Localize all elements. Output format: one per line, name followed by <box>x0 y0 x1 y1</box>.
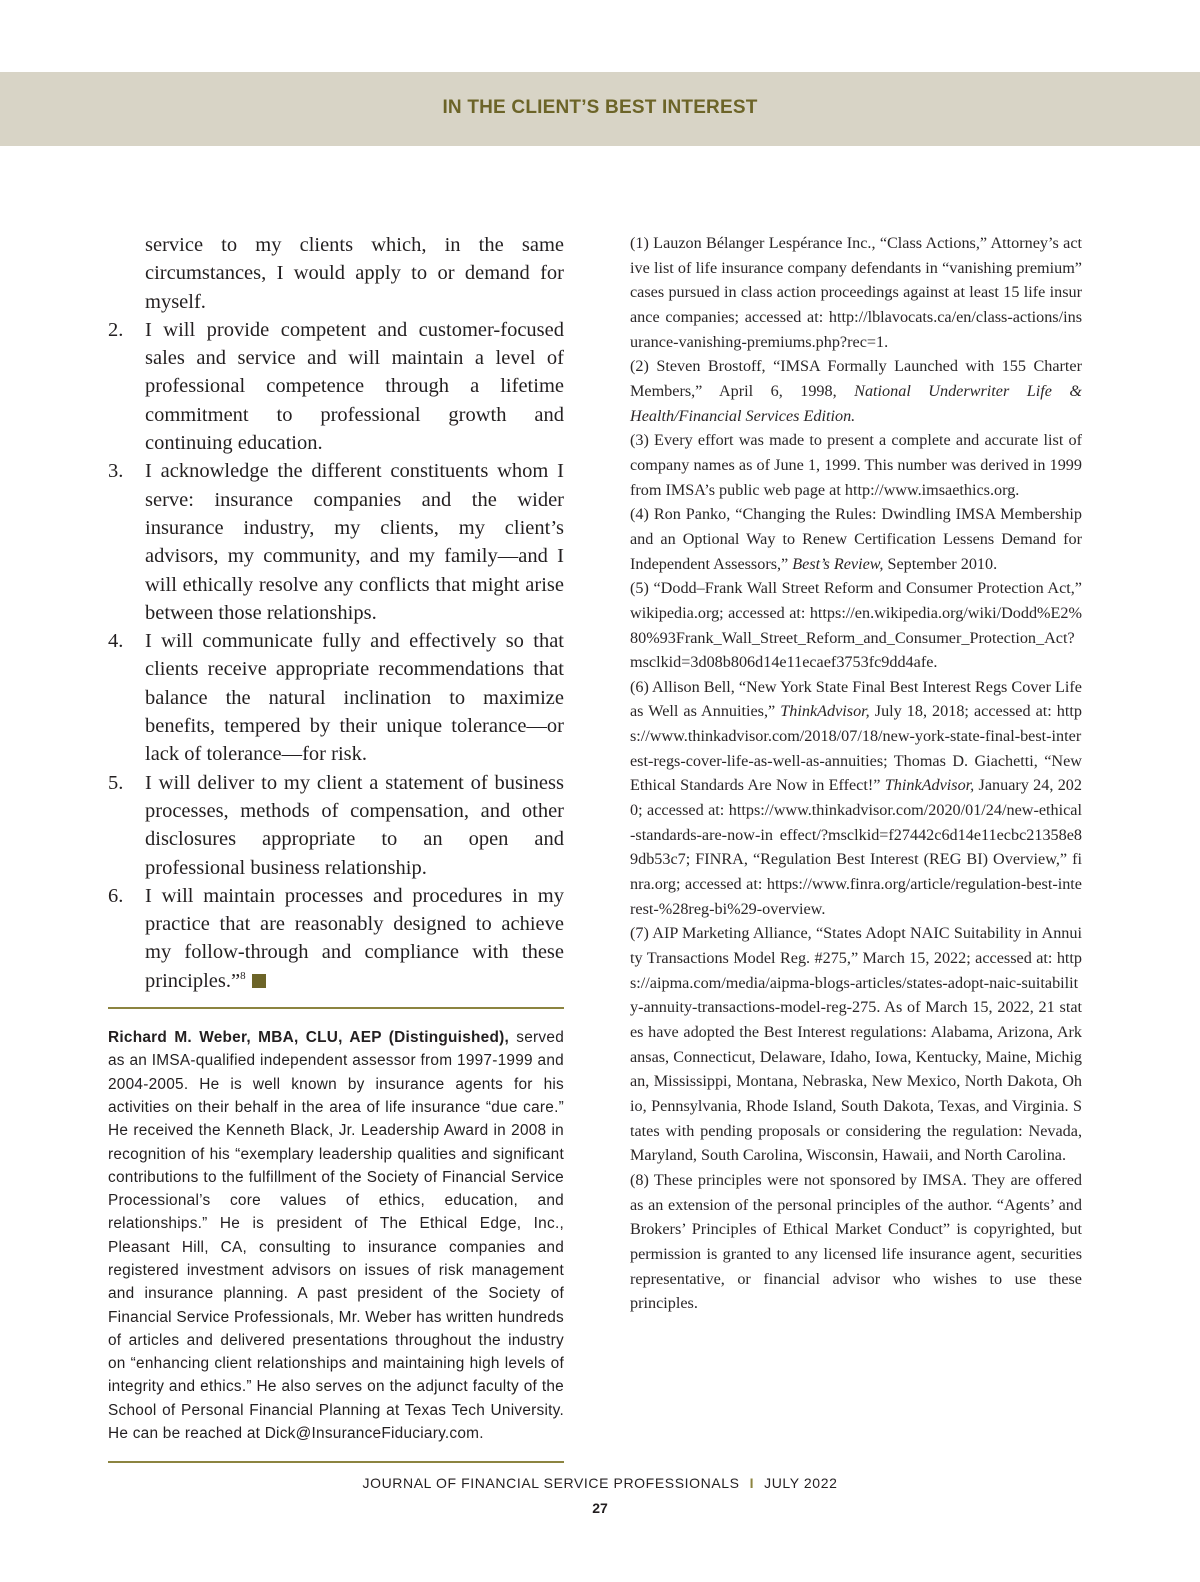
reference-text: (4) Ron Panko, “Changing the Rules: Dwindling IMSA Membership and an Optional Way to Renew Certification Lessens Demand for Independent Assessors,” <box>630 505 1082 573</box>
bio-top-rule <box>108 1007 564 1009</box>
principles-list <box>108 316 564 995</box>
principle-item <box>108 882 564 995</box>
references-column <box>630 231 1082 1316</box>
reference-item <box>630 231 1082 354</box>
principle-text: I will maintain processes and procedures in my practice that are reasonably designed to achieve my follow-through and compliance with these principles.” <box>145 884 564 992</box>
reference-text: (3) Every effort was made to present a complete and accurate list of company names as of June 1, 1999. This number was derived in 1999 from IMSA’s public web page at http://www.imsaethics.org. <box>630 431 1082 499</box>
reference-source-title: National Underwriter Life & Health/Financial Services Edition. <box>630 381 1082 425</box>
page-number: 27 <box>592 1500 608 1516</box>
reference-text-tail: September 2010. <box>883 554 998 573</box>
principle-number: 4. <box>108 630 124 653</box>
author-bio-text: served as an IMSA-qualified independent assessor from 1997-1999 and 2004-2005. He is well known by insurance agents for his activities on their behalf in the area of life insurance “due care.” He received the Kenneth Black, Jr. Leadership Award in 2008 in recognition of his “exemplary leadership qualities and significant contributions to the fulfillment of the Society of Financial Service Processional’s core values of ethics, education, and relationships.” He is president of The Ethical Edge, Inc., Pleasant Hill, CA, consulting to insurance companies and registered investment advisors on issues of risk management and insurance planning. A past president of the Society of Financial Service Professionals, Mr. Weber has written hundreds of articles and delivered presentations throughout the industry on “enhancing client relationships and maintaining high levels of integrity and ethics.” He also serves on the adjunct faculty of the School of Personal Financial Planning at Texas Tech University. He can be reached at Dick@InsuranceFiduciary.com. <box>108 1029 565 1443</box>
reference-text-tail: January 24, 2020; accessed at: https://www.thinkadvisor.com/2020/01/24/new-ethical-standards-are-now-in effect/?msclkid=f27442c6d14e11ecbc21358e89db53c7; FINRA, “Regulation Best Interest (REG BI) Overview,” finra.org; accessed at: https://www.finra.org/article/regulation-best-interest-%28reg-bi%29-overview. <box>630 776 1082 918</box>
author-name: Richard M. Weber, MBA, CLU, AEP (Distinguished), <box>108 1029 510 1047</box>
reference-source-title: ThinkAdvisor, <box>884 776 975 795</box>
principle-number: 5. <box>108 771 124 794</box>
issue-date: JULY 2022 <box>764 1475 838 1491</box>
footer-separator: I <box>749 1475 755 1491</box>
principle-number: 6. <box>108 884 124 907</box>
reference-text: (2) Steven Brostoff, “IMSA Formally Launched with 155 Charter Members,” April 6, 1998, <box>630 357 1082 400</box>
principle-text: I will provide competent and customer-focused sales and service and will maintain a level of professional competence through a lifetime commitment to professional growth and continuing education. <box>145 318 564 455</box>
end-of-article-mark <box>252 974 266 988</box>
reference-item <box>630 1168 1082 1316</box>
reference-text: (5) “Dodd–Frank Wall Street Reform and Consumer Protection Act,” wikipedia.org; accessed at: https://en.wikipedia.org/wiki/Dodd%E2%80%93Frank_Wall_Street_Reform_and_Consumer_Protection_Act?msclkid=3d08b806d14e11ecaef3753fc9dd4afe. <box>630 579 1082 672</box>
reference-item <box>630 354 1082 428</box>
reference-item <box>630 576 1082 675</box>
footnote-ref[interactable]: 8 <box>240 969 246 982</box>
reference-item <box>630 675 1082 922</box>
reference-text: (8) These principles were not sponsored by IMSA. They are offered as an extension of the personal principles of the author. “Agents’ and Brokers’ Principles of Ethical Market Conduct” is copyrighted, but permission is granted to any licensed life insurance agent, securities representative, or financial advisor who wishes to use these principles. <box>630 1170 1082 1313</box>
author-bio <box>108 1026 564 1445</box>
bio-bottom-rule <box>108 1461 564 1463</box>
principle-item <box>108 769 564 882</box>
principle-number: 2. <box>108 318 124 341</box>
reference-item <box>630 921 1082 1168</box>
reference-text-tail: July 18, 2018; accessed at: https://www.thinkadvisor.com/2018/07/18/new-york-state-final-best-interest-regs-cover-life-as-well-as-annuities; Thomas D. Giachetti, “New Ethical Standards Are Now in Effect!” <box>630 702 1082 795</box>
principle-continuation: service to my clients which, in the same circumstances, I would apply to or demand for myself. <box>145 234 564 313</box>
reference-text: (1) Lauzon Bélanger Lespérance Inc., “Class Actions,” Attorney’s active list of life insurance company defendants in “vanishing premium” cases pursued in class action proceedings against at least 15 life insurance companies; accessed at: http://lblavocats.ca/en/class-actions/insurance-vanishing-premiums.php?rec=1. <box>630 234 1082 351</box>
journal-name: JOURNAL OF FINANCIAL SERVICE PROFESSIONALS <box>362 1475 740 1491</box>
running-header-title: IN THE CLIENT’S BEST INTEREST <box>442 97 758 118</box>
principle-item <box>108 627 564 768</box>
reference-text: (6) Allison Bell, “New York State Final Best Interest Regs Cover Life as Well as Annuities,” <box>630 677 1082 721</box>
principle-text: I will communicate fully and effectively so that clients receive appropriate recommendations that balance the natural inclination to maximize benefits, tempered by their unique tolerance—or lack of tolerance—for risk. <box>145 630 564 766</box>
reference-text: (7) AIP Marketing Alliance, “States Adopt NAIC Suitability in Annuity Transactions Model Reg. #275,” March 15, 2022; accessed at: https://aipma.com/media/aipma-blogs-articles/states-adopt-naic-suitability-annuity-transactions-model-reg-275. As of March 15, 2022, 21 states have adopted the Best Interest regulations: Alabama, Arizona, Arkansas, Connecticut, Delaware, Idaho, Iowa, Kentucky, Maine, Michigan, Mississippi, Montana, Nebraska, New Mexico, North Dakota, Ohio, Pennsylvania, Rhode Island, South Dakota, Texas, and Virginia. States with pending proposals or considering the regulation: Nevada, Maryland, South Carolina, Wisconsin, Hawaii, and North Carolina. <box>630 924 1082 1165</box>
principle-number: 3. <box>108 460 124 483</box>
reference-source-title: Best’s Review, <box>792 554 884 573</box>
reference-source-title: ThinkAdvisor, <box>780 702 870 721</box>
reference-item <box>630 428 1082 502</box>
footer-journal-line <box>0 1475 1200 1491</box>
reference-item <box>630 502 1082 576</box>
left-column <box>108 231 564 1463</box>
principle-text: I acknowledge the different constituents whom I serve: insurance companies and the wider insurance industry, my clients, my client’s advisors, my community, and my family—and I will ethically resolve any conflicts that might arise between those relationships. <box>145 460 564 624</box>
principle-item <box>108 316 564 457</box>
principle-item <box>108 457 564 627</box>
principle-text: I will deliver to my client a statement of business processes, methods of compensation, and other disclosures appropriate to an open and professional business relationship. <box>145 771 564 879</box>
